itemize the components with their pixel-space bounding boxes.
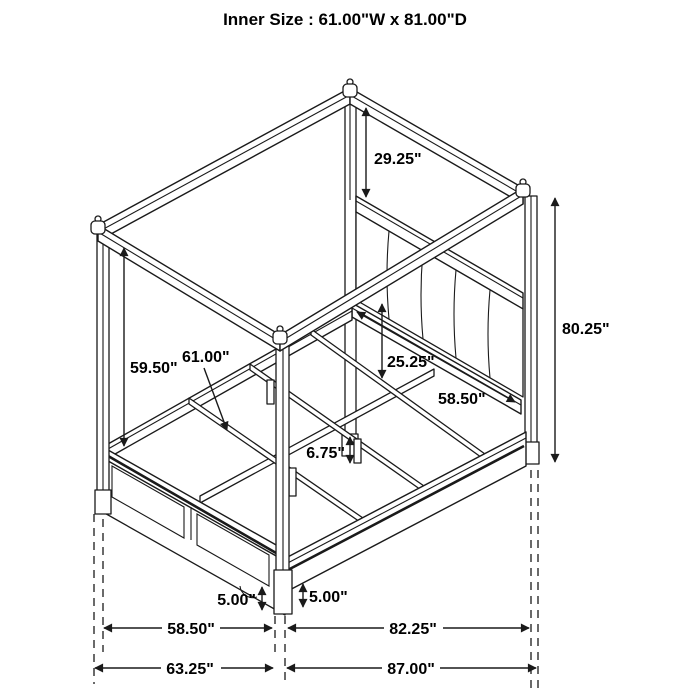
dimension-row-rail-length — [288, 621, 529, 638]
dimension-label: 59.50" — [130, 360, 178, 377]
bed-structure — [91, 79, 539, 615]
canopy-corner-cap — [273, 326, 287, 344]
support-leg — [289, 468, 296, 496]
dimension-rail-clearance — [303, 584, 348, 607]
dimension-label: 5.00" — [309, 589, 348, 606]
canopy-beam-back-right — [350, 88, 523, 204]
canopy-corner-cap — [516, 179, 530, 197]
canopy-corner-cap — [91, 216, 105, 234]
dimension-label: 6.75" — [306, 445, 345, 462]
canopy-beam-back-left — [98, 88, 350, 241]
support-leg — [354, 439, 361, 463]
support-leg — [267, 380, 274, 404]
dimension-label: 87.00" — [387, 661, 435, 678]
dimension-label: 5.00" — [217, 592, 256, 609]
canopy-beam-front-left — [98, 225, 280, 351]
dimension-overall-height — [555, 198, 610, 462]
foot-left-post — [95, 232, 111, 514]
dimension-label: 58.50" — [438, 391, 486, 408]
headboard-right-post — [523, 196, 539, 464]
dimension-label: 63.25" — [166, 661, 214, 678]
diagram-title: Inner Size : 61.00"W x 81.00"D — [223, 10, 467, 29]
dimension-label: 61.00" — [182, 349, 230, 366]
dimension-row-overall-depth — [287, 661, 536, 678]
dimension-label: 82.25" — [389, 621, 437, 638]
dimension-row-overall-width — [95, 661, 273, 678]
dimension-label: 58.50" — [167, 621, 215, 638]
dimension-label: 25.25" — [387, 354, 435, 371]
dimension-label: 29.25" — [374, 151, 422, 168]
foot-right-post — [274, 342, 292, 614]
canopy-corner-cap — [343, 79, 357, 97]
dimension-row-footboard-width — [104, 621, 272, 638]
dimension-label: 80.25" — [562, 321, 610, 338]
